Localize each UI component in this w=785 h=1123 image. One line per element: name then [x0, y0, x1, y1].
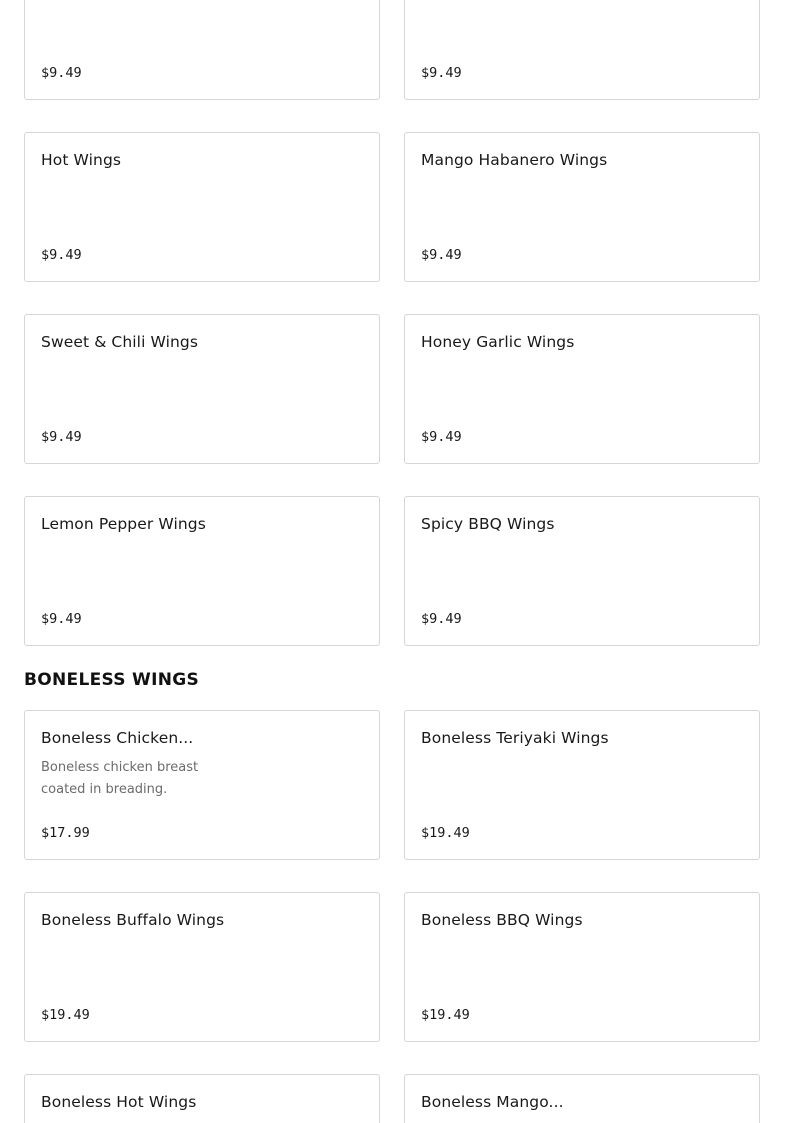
item-name: Hot Wings	[41, 151, 122, 169]
item-price: $9.49	[421, 65, 462, 81]
item-name: Spicy BBQ Wings	[421, 515, 555, 533]
item-name: Boneless Teriyaki Wings	[421, 729, 609, 747]
menu-item-card[interactable]	[24, 0, 380, 100]
item-name: Honey Garlic Wings	[421, 333, 575, 351]
item-price: $19.49	[41, 1007, 90, 1023]
item-price: $17.99	[41, 825, 90, 841]
item-price: $9.49	[41, 247, 82, 263]
item-name: Sweet & Chili Wings	[41, 333, 199, 351]
item-price: $9.49	[421, 429, 462, 445]
menu-item-card[interactable]	[404, 496, 760, 646]
item-price: $19.49	[421, 1007, 470, 1023]
menu-item-card[interactable]	[404, 314, 760, 464]
menu-item-card[interactable]	[24, 496, 380, 646]
menu-item-card[interactable]	[24, 1074, 380, 1123]
item-name: Boneless Chicken...	[41, 729, 194, 747]
menu-item-card[interactable]	[404, 1074, 760, 1123]
item-price: $9.49	[421, 611, 462, 627]
menu-row	[24, 0, 761, 100]
menu-item-card[interactable]	[404, 710, 760, 860]
menu-row	[24, 710, 761, 860]
item-price: $9.49	[41, 65, 82, 81]
item-description: Boneless chicken breast coated in breading.	[41, 760, 199, 797]
menu-item-card[interactable]	[24, 314, 380, 464]
item-name: Boneless BBQ Wings	[421, 911, 583, 929]
menu-item-card[interactable]	[24, 892, 380, 1042]
item-name: Lemon Pepper Wings	[41, 515, 206, 533]
section-title: BONELESS WINGS	[24, 670, 200, 690]
item-price: $9.49	[41, 429, 82, 445]
menu-row	[24, 892, 761, 1042]
menu-row	[24, 496, 761, 646]
menu-item-card[interactable]	[24, 710, 380, 860]
item-price: $9.49	[41, 611, 82, 627]
item-name: Mango Habanero Wings	[421, 151, 608, 169]
menu-item-card[interactable]	[404, 892, 760, 1042]
menu-item-card[interactable]	[404, 132, 760, 282]
item-price: $9.49	[421, 247, 462, 263]
menu-row	[24, 314, 761, 464]
menu-item-card[interactable]	[24, 132, 380, 282]
item-name: Boneless Hot Wings	[41, 1093, 197, 1111]
menu-item-card[interactable]	[404, 0, 760, 100]
item-name: Boneless Mango...	[421, 1093, 564, 1111]
menu-row	[24, 132, 761, 282]
item-name: Boneless Buffalo Wings	[41, 911, 225, 929]
item-price: $19.49	[421, 825, 470, 841]
menu-row	[24, 1074, 761, 1123]
